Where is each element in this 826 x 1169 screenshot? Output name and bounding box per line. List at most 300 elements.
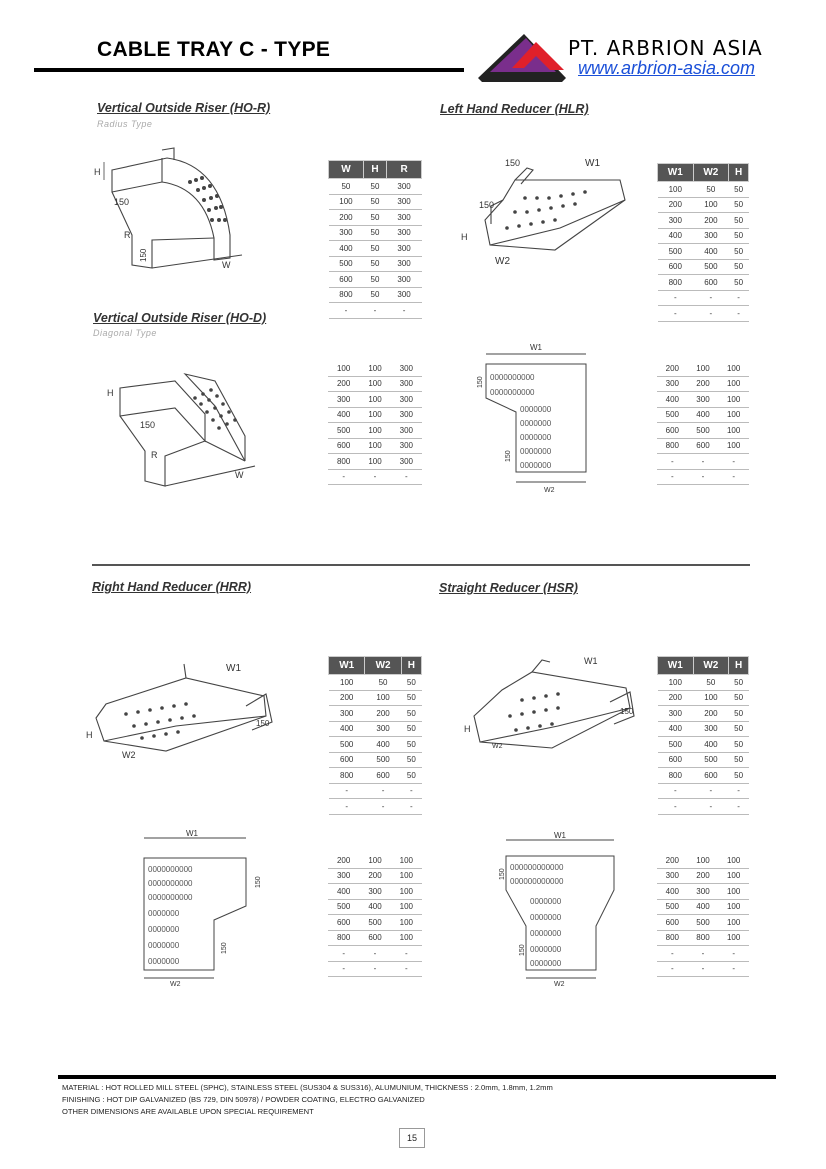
table-cell: 300 <box>657 376 688 392</box>
table-cell: 100 <box>391 853 422 868</box>
table-cell: 50 <box>363 256 386 272</box>
table-cell: 100 <box>359 853 390 868</box>
table-row <box>657 438 749 454</box>
table-header-cell: H <box>729 164 749 182</box>
hrr-flat-label-w1: W1 <box>186 829 198 838</box>
hor-label-150: 150 <box>114 197 130 207</box>
table-cell: 50 <box>729 244 749 260</box>
table-cell: 200 <box>658 690 694 706</box>
table-row <box>328 361 422 376</box>
table-cell: 50 <box>693 675 729 691</box>
table-cell: - <box>729 783 749 799</box>
table-cell: 600 <box>658 259 694 275</box>
table-cell: 100 <box>718 868 749 884</box>
page-title: CABLE TRAY C - TYPE <box>97 38 331 61</box>
table-cell: 100 <box>391 884 422 900</box>
hod-label-r: R <box>151 450 158 460</box>
table-cell: 100 <box>718 930 749 946</box>
table-hsr <box>657 656 749 815</box>
table-header-cell: R <box>387 161 422 179</box>
table-cell: 200 <box>329 210 364 226</box>
table-cell: - <box>658 783 694 799</box>
table-cell: 100 <box>365 690 401 706</box>
table-row <box>658 768 749 784</box>
table-header-row <box>658 657 749 675</box>
hrr-label-150: 150 <box>256 719 270 728</box>
table-row <box>329 799 422 815</box>
table-cell: 400 <box>693 244 729 260</box>
table-cell: 100 <box>359 438 390 454</box>
table-cell: 50 <box>401 768 421 784</box>
table-cell: 600 <box>693 768 729 784</box>
table-cell: 100 <box>688 853 719 868</box>
svg-text:0000000: 0000000 <box>520 433 552 442</box>
table-row <box>328 899 422 915</box>
table-row <box>329 675 422 691</box>
table-hsr-flat <box>657 853 749 977</box>
table-cell: - <box>693 799 729 815</box>
table-cell: 50 <box>729 228 749 244</box>
hsr-flat-label-150b: 150 <box>519 944 526 956</box>
table-header-cell: H <box>401 657 421 675</box>
table-cell: 50 <box>401 706 421 722</box>
table-cell: - <box>658 799 694 815</box>
table-row <box>328 376 422 392</box>
table-cell: 200 <box>693 706 729 722</box>
hor-label-r: R <box>124 230 131 240</box>
table-cell: 400 <box>359 899 390 915</box>
table-cell: 400 <box>329 241 364 257</box>
table-row <box>658 690 749 706</box>
table-cell: - <box>329 799 365 815</box>
table-cell: - <box>658 306 694 322</box>
table-cell: 300 <box>365 721 401 737</box>
table-cell: - <box>718 469 749 485</box>
table-row <box>329 194 422 210</box>
table-row <box>329 256 422 272</box>
table-cell: 500 <box>688 915 719 931</box>
table-row <box>657 407 749 423</box>
table-cell: - <box>729 306 749 322</box>
table-row <box>657 930 749 946</box>
svg-text:000000000000: 000000000000 <box>510 863 564 872</box>
table-row <box>329 690 422 706</box>
table-cell: 50 <box>401 675 421 691</box>
table-header-cell: H <box>729 657 749 675</box>
table-row <box>657 946 749 962</box>
hrr-flat-label-150a: 150 <box>255 876 262 888</box>
table-cell: 200 <box>657 361 688 376</box>
table-cell: - <box>693 783 729 799</box>
table-cell: 200 <box>657 853 688 868</box>
table-cell: 600 <box>657 423 688 439</box>
table-cell: 400 <box>328 407 359 423</box>
table-cell: 50 <box>693 182 729 198</box>
table-row <box>329 225 422 241</box>
hsr-label-w1: W1 <box>584 656 598 666</box>
table-row <box>657 469 749 485</box>
table-cell: 600 <box>329 752 365 768</box>
svg-text:0000000000: 0000000000 <box>148 879 193 888</box>
table-cell: 300 <box>658 706 694 722</box>
table-cell: 100 <box>693 690 729 706</box>
svg-text:0000000: 0000000 <box>520 447 552 456</box>
table-row <box>328 884 422 900</box>
table-row <box>658 306 749 322</box>
table-cell: - <box>657 454 688 470</box>
table-cell: 50 <box>365 675 401 691</box>
table-cell: 300 <box>329 225 364 241</box>
table-row <box>328 407 422 423</box>
svg-text:0000000000: 0000000000 <box>490 388 535 397</box>
table-cell: 100 <box>658 675 694 691</box>
table-row <box>329 210 422 226</box>
table-row <box>328 438 422 454</box>
table-row <box>657 454 749 470</box>
table-cell: 500 <box>657 899 688 915</box>
footer-other: OTHER DIMENSIONS ARE AVAILABLE UPON SPECIAL REQUIREMENT <box>62 1107 314 1116</box>
table-cell: 400 <box>693 737 729 753</box>
table-cell: 200 <box>658 197 694 213</box>
table-cell: 200 <box>365 706 401 722</box>
table-row <box>328 454 422 470</box>
table-cell: 100 <box>658 182 694 198</box>
table-hlr-flat <box>657 361 749 485</box>
table-cell: 300 <box>391 392 422 408</box>
table-cell: 500 <box>658 244 694 260</box>
table-cell: 100 <box>718 376 749 392</box>
svg-text:0000000: 0000000 <box>530 929 562 938</box>
table-cell: 50 <box>363 272 386 288</box>
table-row <box>328 469 422 485</box>
svg-text:0000000: 0000000 <box>530 913 562 922</box>
table-cell: 100 <box>391 899 422 915</box>
table-cell: 300 <box>693 721 729 737</box>
table-cell: 100 <box>359 407 390 423</box>
table-cell: 800 <box>657 930 688 946</box>
table-cell: - <box>657 469 688 485</box>
hod-drawing <box>105 366 265 501</box>
table-cell: - <box>657 961 688 977</box>
footer-material: MATERIAL : HOT ROLLED MILL STEEL (SPHC), STAINLESS STEEL (SUS304 & SUS316), ALUMUNIUM, THICKNESS : 2.0mm, 1.8mm, 1.2mm <box>62 1083 553 1092</box>
table-row <box>658 259 749 275</box>
table-cell: 600 <box>328 438 359 454</box>
hsr-label-150: 150 <box>620 707 634 716</box>
section-title-hrr: Right Hand Reducer (HRR) <box>92 580 252 594</box>
footer-finishing: FINISHING : HOT DIP GALVANIZED (BS 729, DIN 50978) / POWDER COATING, ELECTRO GALVANIZED <box>62 1095 425 1104</box>
section-title-hor: Vertical Outside Riser (HO-R) <box>97 101 271 115</box>
table-cell: - <box>401 783 421 799</box>
table-cell: - <box>391 469 422 485</box>
table-cell: 400 <box>365 737 401 753</box>
table-row <box>329 303 422 319</box>
table-row <box>658 706 749 722</box>
table-row <box>658 290 749 306</box>
svg-text:0000000: 0000000 <box>520 419 552 428</box>
hrr-label-w2: W2 <box>122 750 136 760</box>
svg-text:0000000: 0000000 <box>520 405 552 414</box>
table-row <box>658 783 749 799</box>
table-row <box>329 721 422 737</box>
table-cell: 300 <box>693 228 729 244</box>
table-cell: 300 <box>387 194 422 210</box>
table-cell: 800 <box>328 930 359 946</box>
table-cell: - <box>729 799 749 815</box>
hor-drawing <box>92 140 252 290</box>
table-cell: 300 <box>391 454 422 470</box>
table-cell: 100 <box>359 392 390 408</box>
table-row <box>657 361 749 376</box>
section-title-hsr: Straight Reducer (HSR) <box>439 581 578 595</box>
table-header-cell: W1 <box>329 657 365 675</box>
table-row <box>329 179 422 195</box>
table-cell: 100 <box>718 423 749 439</box>
table-cell: - <box>657 946 688 962</box>
table-cell: 100 <box>359 423 390 439</box>
table-hrr-flat <box>328 853 422 977</box>
table-cell: - <box>365 799 401 815</box>
table-cell: - <box>359 961 390 977</box>
hlr-label-150b: 150 <box>479 200 495 210</box>
table-hor <box>328 160 422 319</box>
table-header-cell: W2 <box>365 657 401 675</box>
table-row <box>328 868 422 884</box>
table-cell: 100 <box>359 454 390 470</box>
table-cell: 50 <box>401 737 421 753</box>
table-hod <box>328 361 422 485</box>
table-cell: 300 <box>387 272 422 288</box>
table-cell: 50 <box>729 721 749 737</box>
table-cell: - <box>387 303 422 319</box>
table-cell: 400 <box>657 392 688 408</box>
table-cell: 200 <box>693 213 729 229</box>
table-cell: 50 <box>729 259 749 275</box>
table-cell: 500 <box>365 752 401 768</box>
table-cell: 300 <box>359 884 390 900</box>
table-row <box>658 244 749 260</box>
table-row <box>328 392 422 408</box>
table-row <box>329 287 422 303</box>
table-header-row <box>658 164 749 182</box>
hsr-flat-label-150a: 150 <box>499 868 506 880</box>
svg-text:0000000: 0000000 <box>148 925 180 934</box>
table-cell: 500 <box>359 915 390 931</box>
table-cell: 200 <box>359 868 390 884</box>
table-cell: 600 <box>365 768 401 784</box>
table-cell: 100 <box>693 197 729 213</box>
svg-text:0000000: 0000000 <box>530 897 562 906</box>
table-header-cell: W2 <box>693 164 729 182</box>
table-cell: 300 <box>688 884 719 900</box>
table-hlr <box>657 163 749 322</box>
hrr-label-w1: W1 <box>226 663 241 674</box>
hsr-flat-label-w1: W1 <box>554 831 566 840</box>
table-row <box>329 783 422 799</box>
hor-label-h: H <box>94 167 101 177</box>
table-cell: - <box>363 303 386 319</box>
table-cell: 500 <box>329 737 365 753</box>
table-cell: 50 <box>729 768 749 784</box>
table-cell: - <box>328 961 359 977</box>
section-subtitle-hod: Diagonal Type <box>93 328 157 338</box>
table-cell: 300 <box>391 438 422 454</box>
table-cell: 100 <box>718 438 749 454</box>
table-row <box>657 884 749 900</box>
table-row <box>658 721 749 737</box>
table-cell: 800 <box>658 275 694 291</box>
table-cell: 50 <box>363 194 386 210</box>
table-cell: - <box>359 469 390 485</box>
svg-text:0000000000: 0000000000 <box>148 893 193 902</box>
table-row <box>328 930 422 946</box>
table-cell: 300 <box>657 868 688 884</box>
svg-text:0000000: 0000000 <box>148 909 180 918</box>
table-header-row <box>329 161 422 179</box>
hrr-flat-label-150b: 150 <box>221 942 228 954</box>
table-row <box>657 376 749 392</box>
table-row <box>657 423 749 439</box>
table-cell: 400 <box>328 884 359 900</box>
table-cell: 100 <box>359 376 390 392</box>
table-cell: 600 <box>688 438 719 454</box>
table-cell: 300 <box>328 392 359 408</box>
table-row <box>657 915 749 931</box>
table-cell: 300 <box>391 361 422 376</box>
hlr-flat-label-w2: W2 <box>544 487 555 494</box>
table-cell: 500 <box>657 407 688 423</box>
table-cell: 100 <box>391 915 422 931</box>
table-cell: 800 <box>657 438 688 454</box>
table-cell: 300 <box>387 225 422 241</box>
table-cell: 300 <box>387 241 422 257</box>
hrr-label-h: H <box>86 730 93 740</box>
table-cell: 800 <box>329 768 365 784</box>
hsr-drawing <box>462 650 642 765</box>
table-cell: - <box>718 946 749 962</box>
table-row <box>658 737 749 753</box>
hlr-label-h: H <box>461 232 468 242</box>
table-cell: 300 <box>329 706 365 722</box>
table-cell: 400 <box>688 899 719 915</box>
table-cell: 300 <box>328 868 359 884</box>
section-subtitle-hor: Radius Type <box>97 119 153 129</box>
table-cell: 50 <box>729 690 749 706</box>
table-cell: 50 <box>729 675 749 691</box>
hor-label-w: W <box>222 260 231 270</box>
svg-text:0000000: 0000000 <box>530 959 562 968</box>
svg-text:0000000: 0000000 <box>148 957 180 966</box>
table-cell: 50 <box>729 213 749 229</box>
section-title-hlr: Left Hand Reducer (HLR) <box>440 102 589 116</box>
table-cell: 800 <box>688 930 719 946</box>
table-cell: - <box>693 290 729 306</box>
table-cell: 200 <box>328 853 359 868</box>
table-cell: 500 <box>328 899 359 915</box>
table-cell: - <box>365 783 401 799</box>
table-cell: - <box>328 946 359 962</box>
table-cell: 200 <box>688 868 719 884</box>
table-cell: 50 <box>363 287 386 303</box>
hod-label-w: W <box>235 470 244 480</box>
hod-label-150: 150 <box>140 420 156 430</box>
table-cell: 50 <box>729 275 749 291</box>
hrr-flat-drawing <box>130 828 270 988</box>
table-cell: 50 <box>363 210 386 226</box>
table-row <box>658 197 749 213</box>
table-header-cell: W1 <box>658 657 694 675</box>
hsr-label-h: H <box>464 724 471 734</box>
hsr-flat-drawing <box>492 830 632 990</box>
table-cell: - <box>401 799 421 815</box>
table-cell: 500 <box>693 259 729 275</box>
table-row <box>329 241 422 257</box>
table-row <box>329 752 422 768</box>
section-divider <box>92 564 750 566</box>
table-cell: 300 <box>658 213 694 229</box>
table-cell: - <box>658 290 694 306</box>
hrr-flat-label-w2: W2 <box>170 981 181 988</box>
table-row <box>657 392 749 408</box>
table-cell: 500 <box>328 423 359 439</box>
table-cell: - <box>688 946 719 962</box>
table-row <box>657 899 749 915</box>
table-header-row <box>329 657 422 675</box>
table-cell: 100 <box>718 853 749 868</box>
table-cell: 100 <box>328 361 359 376</box>
table-cell: 50 <box>363 179 386 195</box>
svg-text:000000000000: 000000000000 <box>510 877 564 886</box>
table-cell: 500 <box>329 256 364 272</box>
table-cell: 50 <box>729 706 749 722</box>
table-cell: 600 <box>693 275 729 291</box>
table-header-cell: W <box>329 161 364 179</box>
table-row <box>658 182 749 198</box>
table-cell: 200 <box>688 376 719 392</box>
table-cell: - <box>328 469 359 485</box>
table-cell: 400 <box>657 884 688 900</box>
table-cell: 50 <box>729 752 749 768</box>
table-row <box>328 853 422 868</box>
hlr-flat-drawing <box>462 340 597 510</box>
table-row <box>658 799 749 815</box>
table-cell: 100 <box>359 361 390 376</box>
table-cell: 600 <box>657 915 688 931</box>
table-cell: 100 <box>391 930 422 946</box>
table-cell: - <box>688 961 719 977</box>
table-cell: - <box>688 469 719 485</box>
table-header-cell: H <box>363 161 386 179</box>
table-cell: 300 <box>391 423 422 439</box>
table-cell: - <box>359 946 390 962</box>
table-cell: 50 <box>363 241 386 257</box>
table-cell: 50 <box>401 690 421 706</box>
table-cell: - <box>329 303 364 319</box>
table-cell: - <box>688 454 719 470</box>
hrr-drawing <box>86 656 276 771</box>
table-row <box>657 961 749 977</box>
table-cell: 100 <box>688 361 719 376</box>
svg-text:0000000: 0000000 <box>520 461 552 470</box>
table-row <box>329 737 422 753</box>
table-row <box>329 272 422 288</box>
table-cell: - <box>718 454 749 470</box>
table-cell: 400 <box>658 721 694 737</box>
table-cell: 600 <box>359 930 390 946</box>
company-url-link[interactable]: www.arbrion-asia.com <box>578 58 756 78</box>
table-cell: 100 <box>718 407 749 423</box>
table-cell: 100 <box>391 868 422 884</box>
table-row <box>328 946 422 962</box>
